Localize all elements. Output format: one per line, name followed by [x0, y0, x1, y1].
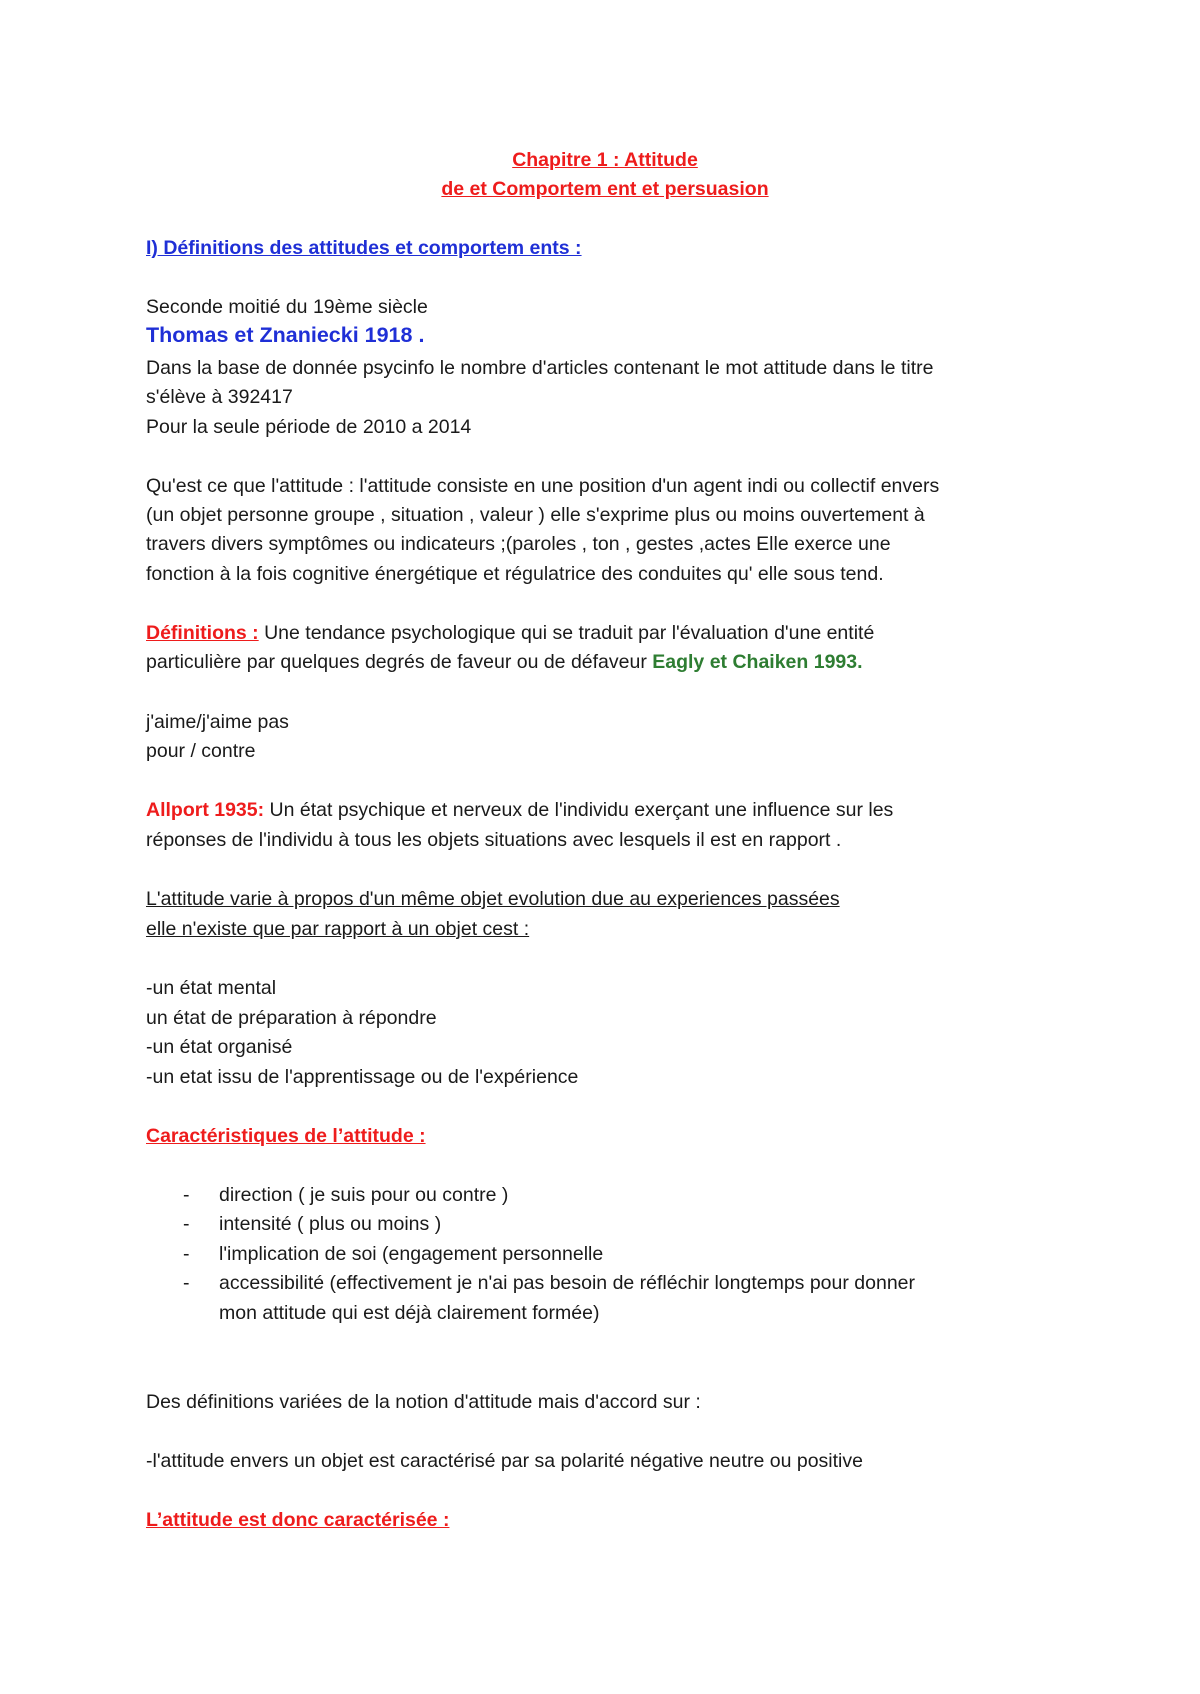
intro-period: Seconde moitié du 19ème siècle: [146, 296, 428, 318]
definition-paragraph-line: travers divers symptômes ou indicateurs ;(paroles , ton , gestes ,actes Elle exerce une: [146, 533, 891, 555]
definitions-text2: particulière par quelques degrés de faveur ou de défaveur: [146, 651, 653, 673]
definitions-line1: [146, 621, 874, 645]
characteristics-heading: Caractéristiques de l’attitude :: [146, 1125, 426, 1147]
intro-psycinfo-line2: s'élève à 392417: [146, 386, 293, 408]
section-heading-definitions: I) Définitions des attitudes et comportem ents :: [146, 237, 582, 259]
intro-period2: Pour la seule période de 2010 a 2014: [146, 416, 472, 438]
definition-paragraph-line: Qu'est ce que l'attitude : l'attitude consiste en une position d'un agent indi ou collectif envers: [146, 475, 940, 497]
likes-line: pour / contre: [146, 740, 256, 762]
varied-definitions: Des définitions variées de la notion d'attitude mais d'accord sur :: [146, 1391, 701, 1413]
state-item: -un etat issu de l'apprentissage ou de l'expérience: [146, 1066, 579, 1088]
characteristic-item-continuation: mon attitude qui est déjà clairement formée): [219, 1302, 600, 1324]
characteristic-item: l'implication de soi (engagement personnelle: [219, 1243, 604, 1265]
characteristic-item: intensité ( plus ou moins ): [219, 1213, 442, 1235]
intro-authors: Thomas et Znaniecki 1918 .: [146, 323, 425, 347]
state-item: un état de préparation à répondre: [146, 1007, 437, 1029]
final-heading: L’attitude est donc caractérisée :: [146, 1509, 450, 1531]
bullet-marker: -: [183, 1184, 190, 1206]
definition-paragraph-line: fonction à la fois cognitive énergétique et régulatrice des conduites qu' elle sous tend.: [146, 563, 884, 585]
bullet-marker: -: [183, 1243, 190, 1265]
definitions-line2: [146, 650, 863, 674]
bullet-marker: -: [183, 1272, 190, 1294]
bullet-marker: -: [183, 1213, 190, 1235]
chapter-title-line1: Chapitre 1 : Attitude: [512, 149, 698, 171]
polarity-line: -l'attitude envers un objet est caractérisé par sa polarité négative neutre ou positive: [146, 1450, 863, 1472]
definition-paragraph-line: (un objet personne groupe , situation , valeur ) elle s'exprime plus ou moins ouvertement à: [146, 504, 925, 526]
definitions-label: Définitions :: [146, 622, 259, 644]
intro-psycinfo-line1: Dans la base de donnée psycinfo le nombre d'articles contenant le mot attitude dans le titre: [146, 357, 934, 379]
underlined-line: L'attitude varie à propos d'un même objet evolution due au experiences passées: [146, 888, 840, 910]
characteristic-item: direction ( je suis pour ou contre ): [219, 1184, 509, 1206]
allport-line1: [146, 798, 893, 822]
definitions-citation: Eagly et Chaiken 1993.: [652, 651, 863, 673]
state-item: -un état organisé: [146, 1036, 293, 1058]
underlined-line: elle n'existe que par rapport à un objet cest :: [146, 918, 530, 940]
allport-line2: réponses de l'individu à tous les objets situations avec lesquels il est en rapport .: [146, 829, 842, 851]
state-item: -un état mental: [146, 977, 277, 999]
likes-line: j'aime/j'aime pas: [146, 711, 289, 733]
characteristic-item: accessibilité (effectivement je n'ai pas besoin de réfléchir longtemps pour donner: [219, 1272, 916, 1294]
allport-label: Allport 1935:: [146, 799, 265, 821]
definitions-text1: Une tendance psychologique qui se traduit par l'évaluation d'une entité: [258, 622, 875, 644]
chapter-title-line2: de et Comportem ent et persuasion: [441, 178, 769, 200]
allport-text1: Un état psychique et nerveux de l'individu exerçant une influence sur les: [264, 799, 894, 821]
